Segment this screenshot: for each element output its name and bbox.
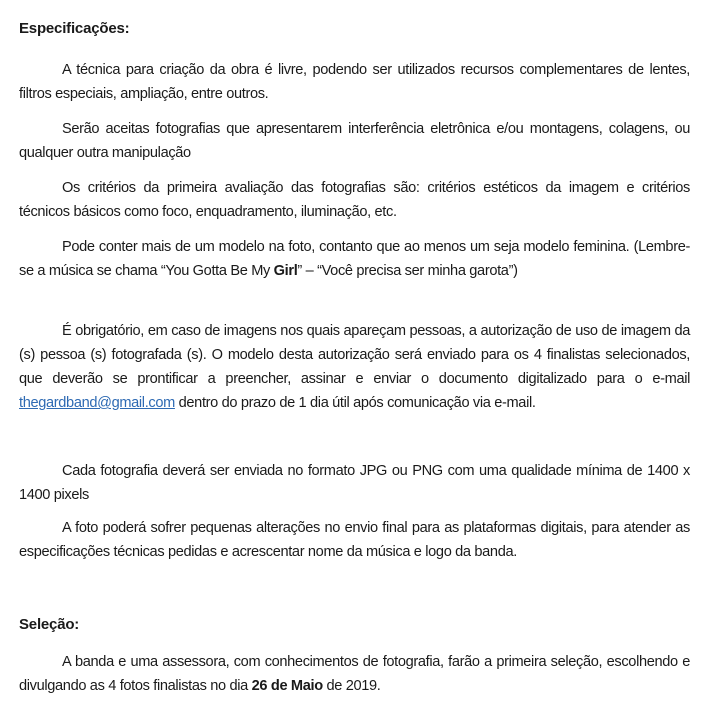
specs-paragraph-models (19, 235, 690, 283)
specs-paragraph-authorization (19, 319, 690, 415)
selection-heading: Seleção: (19, 616, 80, 633)
paragraph-text: dentro do prazo de 1 dia útil após comunicação via e-mail. (174, 395, 536, 411)
specs-paragraph-format (19, 459, 690, 507)
paragraph-text: É obrigatório, em caso de imagens nos quais apareçam pessoas, a autorização de uso de imagem da (s) pessoa (s) fotografada (s). O modelo desta autorização será enviado para os 4 finalistas selecionados, que deverão se prontificar a preencher, assinar e enviar o documento digitalizado para o e-mail (19, 323, 690, 387)
paragraph-text: Pode conter mais de um modelo na foto, contanto que ao menos um seja modelo feminina. (Lembre-se a música se chama “You Gotta Be My (19, 239, 690, 279)
paragraph-text: A banda e uma assessora, com conhecimentos de fotografia, farão a primeira seleção, escolhendo e divulgando as 4 fotos finalistas no dia (19, 654, 690, 694)
selection-paragraph (19, 650, 690, 698)
paragraph-text: ” – “Você precisa ser minha garota”) (297, 263, 518, 279)
specs-paragraph-technique (19, 58, 690, 106)
specs-paragraph-criteria (19, 176, 690, 224)
paragraph-text: A técnica para criação da obra é livre, podendo ser utilizados recursos complementares de lentes, filtros especiais, ampliação, entre outros. (19, 62, 690, 102)
paragraph-text: Serão aceitas fotografias que apresentarem interferência eletrônica e/ou montagens, colagens, ou qualquer outra manipulação (19, 121, 690, 161)
email-link[interactable]: thegardband@gmail.com (19, 395, 175, 411)
paragraph-text: A foto poderá sofrer pequenas alterações no envio final para as plataformas digitais, para atender as especificações técnicas pedidas e acrescentar nome da música e logo da banda. (19, 520, 690, 560)
specs-paragraph-alterations (19, 516, 690, 564)
paragraph-text: de 2019. (322, 678, 381, 694)
specs-paragraph-manipulation (19, 117, 690, 165)
emphasis-girl: Girl (273, 263, 298, 279)
paragraph-text: Os critérios da primeira avaliação das fotografias são: critérios estéticos da imagem e critérios técnicos básicos como foco, enquadramento, iluminação, etc. (19, 180, 690, 220)
emphasis-date: 26 de Maio (251, 678, 323, 694)
specs-heading: Especificações: (19, 20, 130, 37)
paragraph-text: Cada fotografia deverá ser enviada no formato JPG ou PNG com uma qualidade mínima de 1400 x 1400 pixels (19, 463, 690, 503)
